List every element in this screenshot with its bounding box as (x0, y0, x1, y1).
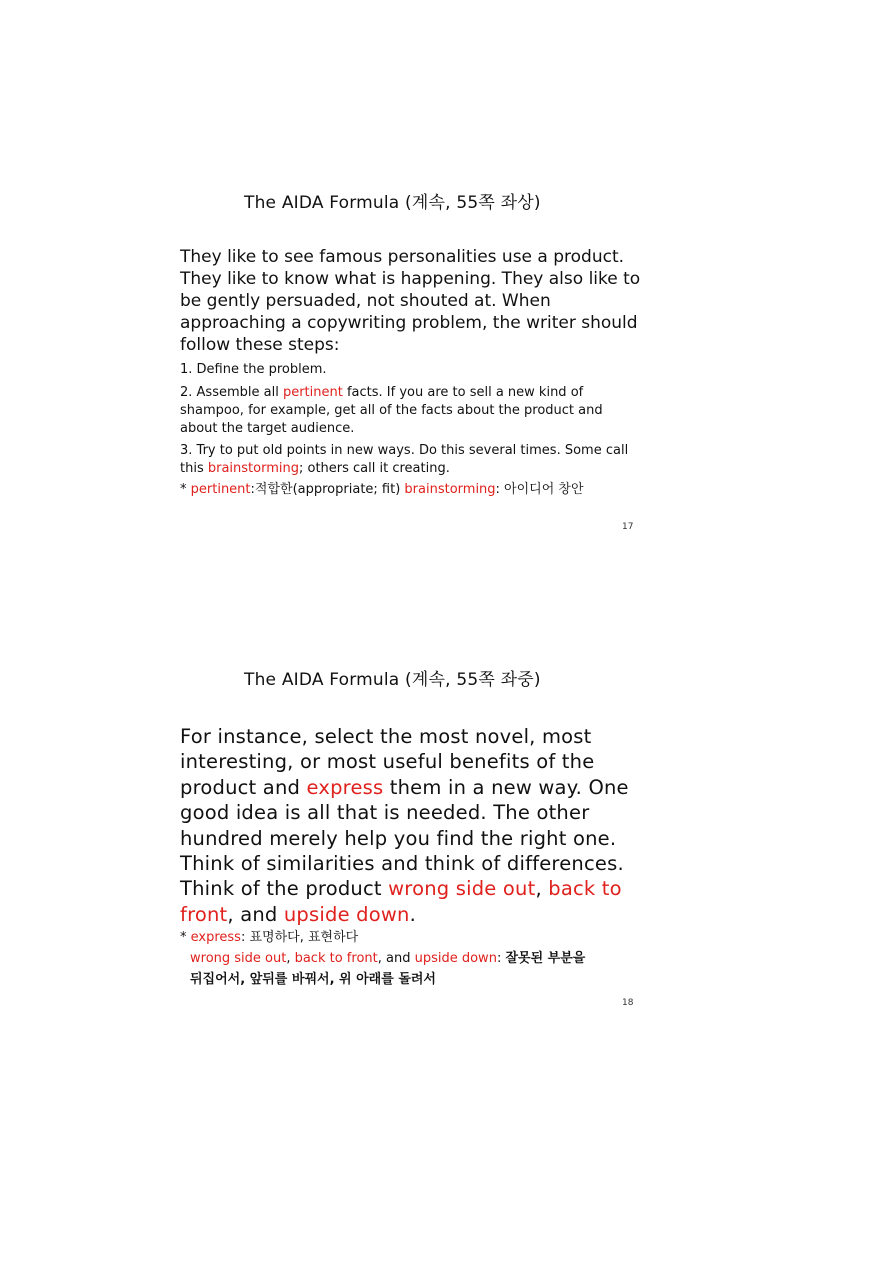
highlight-express: express (306, 775, 384, 799)
step-1: 1. Define the problem. (180, 362, 327, 377)
note-term-express: express (190, 930, 241, 945)
note-separator: , and (377, 951, 415, 966)
note-separator: , (286, 951, 295, 966)
note-star: * (180, 482, 191, 497)
slide-title: The AIDA Formula (계속, 55쪽 좌중) (244, 670, 541, 690)
note-line-1 (180, 927, 650, 948)
vocabulary-note (180, 481, 650, 499)
note-term-back-to-front: back to front (294, 951, 378, 966)
note-definition-brainstorming: : 아이디어 창안 (495, 482, 584, 497)
step-3 (180, 442, 640, 478)
note-colon: : (496, 951, 506, 966)
note-line-2 (180, 948, 650, 969)
note-definition-part-1: 잘못된 부분을 (505, 951, 586, 966)
body-text-a: For instance, select the most novel, most interesting, or most useful benefits of the product and (180, 725, 595, 799)
page-number: 17 (622, 522, 634, 532)
highlight-pertinent: pertinent (282, 385, 343, 400)
step-3-text-a: 3. Try to put old points in new ways. Do this several times. Some call this (180, 443, 629, 476)
note-line-3: 뒤집어서, 앞뒤를 바꿔서, 위 아래를 돌려서 (190, 972, 436, 987)
note-star: * (180, 930, 191, 945)
body-paragraph: They like to see famous personalities use a product. They like to know what is happening. They also like to be gently persuaded, not shouted at. When approaching a copywriting problem, the writer should follow these steps: (180, 247, 641, 355)
body-text-b: them in a new way. One good idea is all that is needed. The other hundred merely help you find the right one. Think of similarities and think of differences. Think of the product (180, 775, 629, 901)
highlight-brainstorming: brainstorming (207, 461, 299, 476)
note-definition-express: : 표명하다, 표현하다 (240, 930, 359, 945)
page-number: 18 (622, 998, 634, 1008)
highlight-upside-down: upside down (283, 902, 410, 926)
note-definition-pertinent: :적합한(appropriate; fit) (250, 482, 405, 497)
note-term-pertinent: pertinent (190, 482, 251, 497)
highlight-back-to-front: back to front (180, 877, 622, 926)
step-2 (180, 384, 640, 438)
note-term-upside-down: upside down (414, 951, 497, 966)
body-text-c: , (535, 877, 549, 901)
step-3-text-b: ; others call it creating. (298, 461, 450, 476)
body-text-d: , and (227, 902, 284, 926)
note-term-wrong-side-out: wrong side out (190, 951, 287, 966)
body-text-e: . (409, 902, 416, 926)
slide-title: The AIDA Formula (계속, 55쪽 좌상) (244, 193, 541, 213)
step-2-text-a: 2. Assemble all (180, 385, 283, 400)
body-paragraph (180, 724, 640, 927)
step-2-text-b: facts. If you are to sell a new kind of shampoo, for example, get all of the facts about the product and about the target audience. (180, 385, 603, 436)
highlight-wrong-side-out: wrong side out (388, 877, 536, 901)
vocabulary-note (180, 927, 650, 990)
note-term-brainstorming: brainstorming (404, 482, 496, 497)
